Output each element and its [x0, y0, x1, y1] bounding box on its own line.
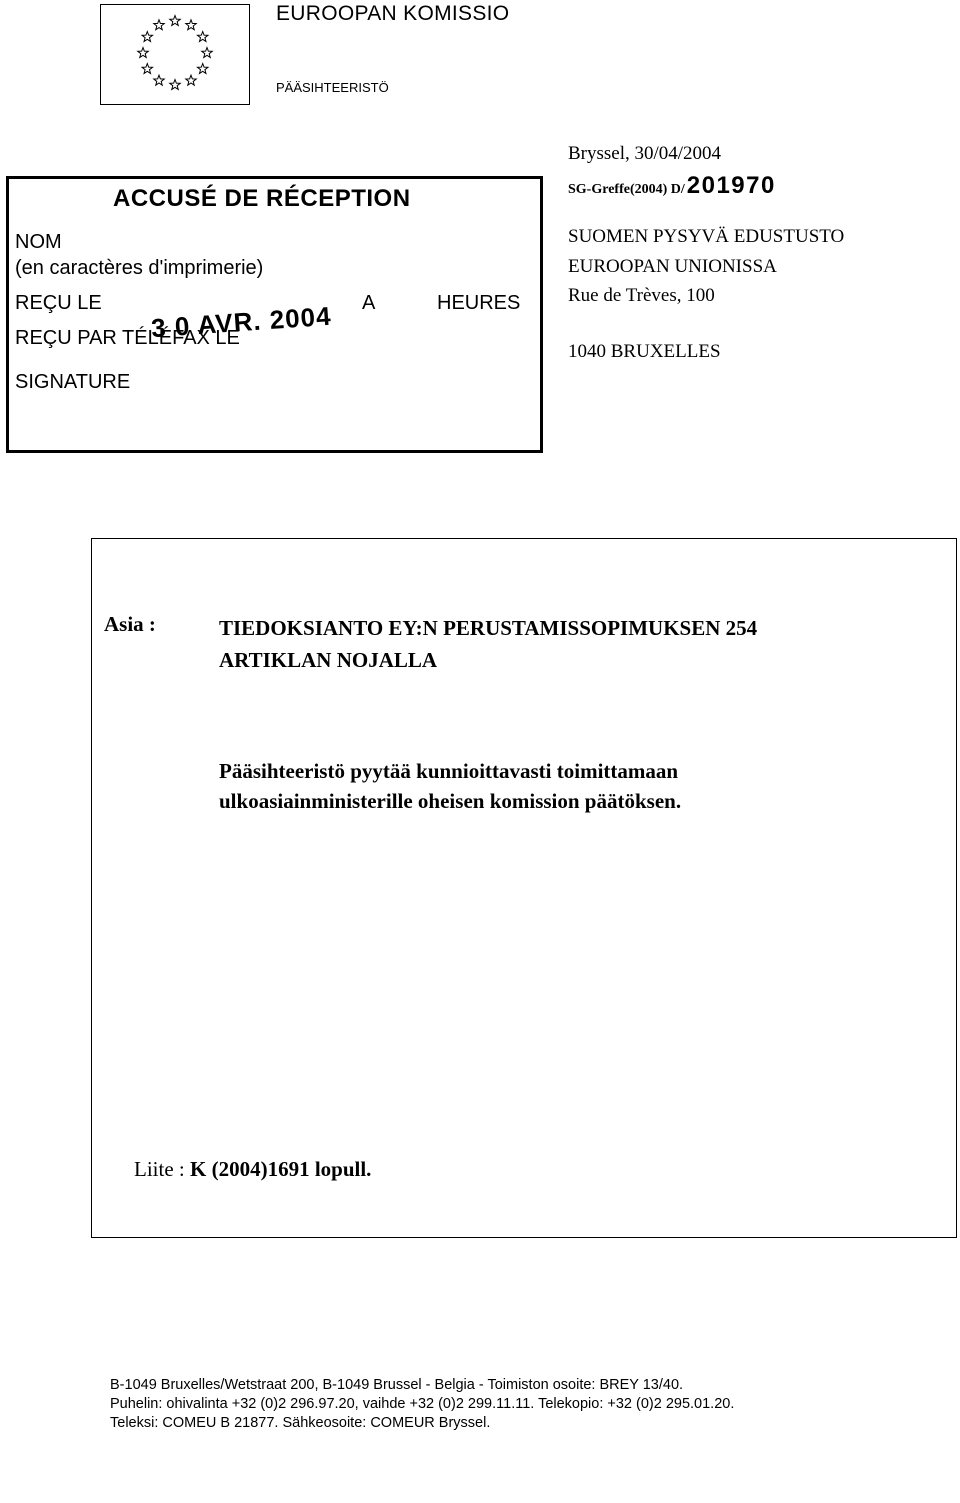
- reference-line: [568, 172, 776, 200]
- stamp-nom-label: NOM: [15, 231, 62, 253]
- org-name: EUROOPAN KOMISSIO: [276, 2, 510, 25]
- subject-text: [219, 612, 839, 676]
- star-icon: [138, 48, 148, 58]
- reference-prefix: SG-Greffe(2004) D/: [568, 182, 685, 197]
- attachment-line: [134, 1157, 371, 1182]
- reference-number: 201970: [686, 172, 776, 199]
- star-icon: [142, 64, 152, 74]
- star-icon: [170, 16, 180, 26]
- subject-line: TIEDOKSIANTO EY:N PERUSTAMISSOPIMUKSEN 254: [219, 616, 758, 640]
- stamp-caracteres-label: (en caractères d'imprimerie): [15, 257, 264, 279]
- addressee-line: SUOMEN PYSYVÄ EDUSTUSTO: [568, 226, 845, 247]
- subject-line: ARTIKLAN NOJALLA: [219, 648, 438, 672]
- letter-date: Bryssel, 30/04/2004: [568, 143, 722, 164]
- stamp-title: ACCUSÉ DE RÉCEPTION: [113, 185, 411, 212]
- footer: [110, 1376, 734, 1433]
- footer-line: Puhelin: ohivalinta +32 (0)2 296.97.20, vaihde +32 (0)2 299.11.11. Telekopio: +32 (0)2 295.01.20.: [110, 1396, 735, 1412]
- body-text: [219, 756, 839, 816]
- receipt-stamp: [6, 176, 543, 453]
- stamp-a-label: A: [362, 292, 376, 314]
- stamp-recu-le-label: REÇU LE: [15, 292, 102, 314]
- footer-line: B-1049 Bruxelles/Wetstraat 200, B-1049 Brussel - Belgia - Toimiston osoite: BREY 13/40.: [110, 1377, 684, 1393]
- star-icon: [197, 64, 207, 74]
- star-icon: [154, 75, 164, 85]
- addressee-line: EUROOPAN UNIONISSA: [568, 256, 777, 277]
- stamp-telefax-label: REÇU PAR TÉLÉFAX LE: [15, 327, 240, 349]
- stamp-signature-label: SIGNATURE: [15, 371, 131, 393]
- body-line: ulkoasiainministerille oheisen komission päätöksen.: [219, 789, 682, 813]
- star-icon: [170, 80, 180, 90]
- star-icon: [186, 75, 196, 85]
- stamp-heures-label: HEURES: [437, 292, 521, 314]
- date-stamp: 3 0 AVR. 2004: [150, 300, 333, 344]
- addressee-line: 1040 BRUXELLES: [568, 341, 721, 362]
- department-name: PÄÄSIHTEERISTÖ: [276, 80, 389, 95]
- attachment-label: Liite :: [134, 1157, 185, 1181]
- eu-stars-icon: [101, 5, 249, 104]
- star-icon: [186, 20, 196, 30]
- footer-line: Teleksi: COMEU B 21877. Sähkeosoite: COMEUR Bryssel.: [110, 1415, 491, 1431]
- star-icon: [142, 32, 152, 42]
- faint-stamp-line: [273, 349, 277, 367]
- eu-logo: [100, 4, 250, 105]
- star-icon: [197, 32, 207, 42]
- attachment-value: K (2004)1691 lopull.: [190, 1157, 372, 1181]
- addressee-line: Rue de Trèves, 100: [568, 285, 715, 306]
- star-icon: [202, 48, 212, 58]
- subject-label: Asia :: [104, 612, 156, 636]
- body-line: Pääsihteeristö pyytää kunnioittavasti toimittamaan: [219, 759, 679, 783]
- star-icon: [154, 20, 164, 30]
- faint-stamp-line: [185, 375, 189, 393]
